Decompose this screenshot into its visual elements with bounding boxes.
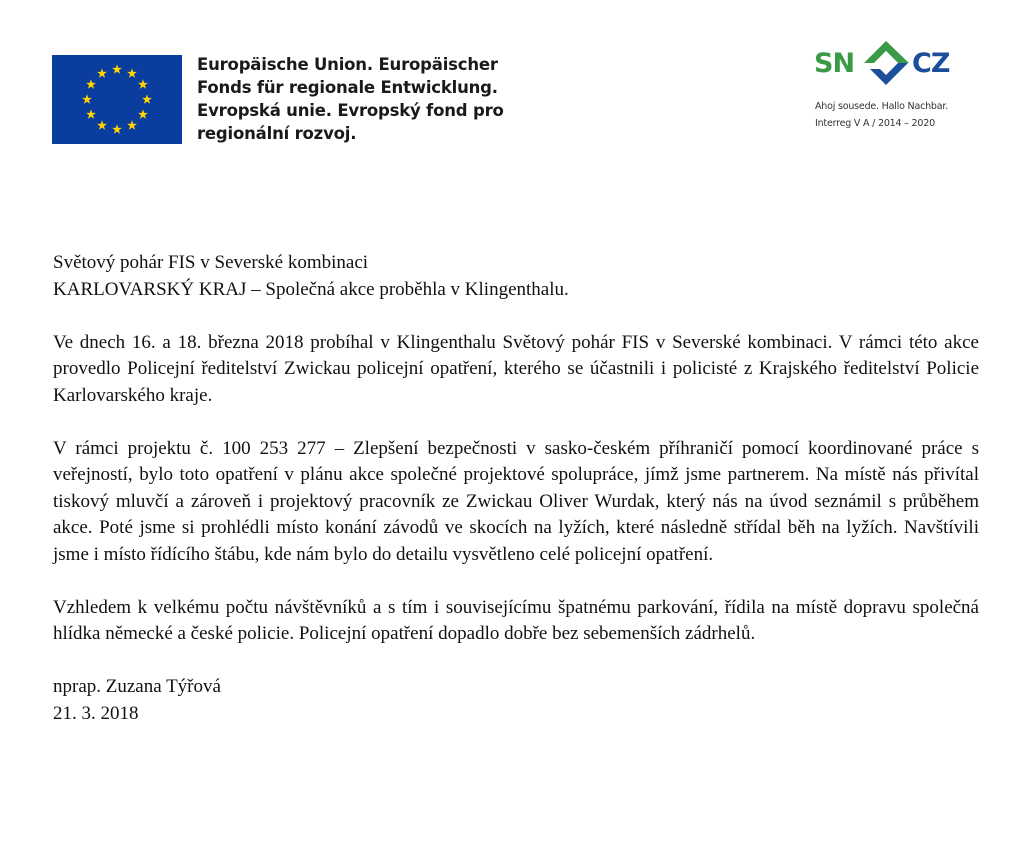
eu-text-line: regionální rozvoj. [197, 124, 357, 143]
sncz-tagline-1: Ahoj sousede. Hallo Nachbar. [815, 101, 949, 112]
eu-text-line: Fonds für regionale Entwicklung. [197, 78, 498, 97]
eu-text-line: Europäische Union. Europäischer [197, 55, 498, 74]
article-author: nprap. Zuzana Týřová [53, 676, 221, 697]
page-header [0, 0, 1034, 160]
article-signature [53, 674, 979, 727]
sncz-tagline [815, 98, 948, 132]
eu-logo-text [197, 53, 504, 145]
sncz-cz-text: CZ [912, 48, 950, 79]
article-date: 21. 3. 2018 [53, 702, 139, 724]
interreg-sncz-logo [812, 36, 962, 136]
eu-stars-icon [52, 55, 182, 144]
sncz-tagline-2: Interreg V A / 2014 – 2020 [815, 118, 935, 129]
article-subtitle: KARLOVARSKÝ KRAJ – Společná akce proběhla v Klingenthalu. [53, 278, 569, 300]
article-heading [53, 250, 979, 303]
article-paragraph-3: Vzhledem k velkému počtu návštěvníků a s tím i souvisejícímu špatnému parkování, řídila na místě dopravu společná hlídka německé a české policie. Policejní opatření dopadlo dobře bez sebemenších zádrhelů. [53, 596, 979, 644]
eu-text-line: Evropská unie. Evropský fond pro [197, 101, 504, 120]
eu-flag-logo [52, 55, 182, 144]
article-paragraph-1: Ve dnech 16. a 18. března 2018 probíhal v Klingenthalu Světový pohár FIS v Severské kombinaci. V rámci této akce provedlo Policejní ředitelství Zwickau policejní opatření, kterého se účastnili i policisté z Krajského ředitelství Policie Karlovarského kraje. [53, 331, 979, 406]
article-body [53, 250, 979, 727]
article-title: Světový pohár FIS v Severské kombinaci [53, 252, 369, 273]
sncz-sn-text: SN [814, 48, 855, 79]
article-paragraph-2: V rámci projektu č. 100 253 277 – Zlepšení bezpečnosti v sasko-českém příhraničí pomocí koordinované práce s veřejností, bylo toto opatření v plánu akce společné projektové spolupráce, jímž jsme partnerem. Na místě nás přivítal tiskový mluvčí a zároveň i projektový pracovník ze Zwickau Oliver Wurdak, který nás na úvod seznámil s průběhem akce. Poté jsme si prohlédli místo konání závodů ve skocích na lyžích, které následně střídal běh na lyžích. Navštívili jsme i místo řídícího štábu, kde nám bylo do detailu vysvětleno celé policejní opatření. [53, 437, 979, 565]
